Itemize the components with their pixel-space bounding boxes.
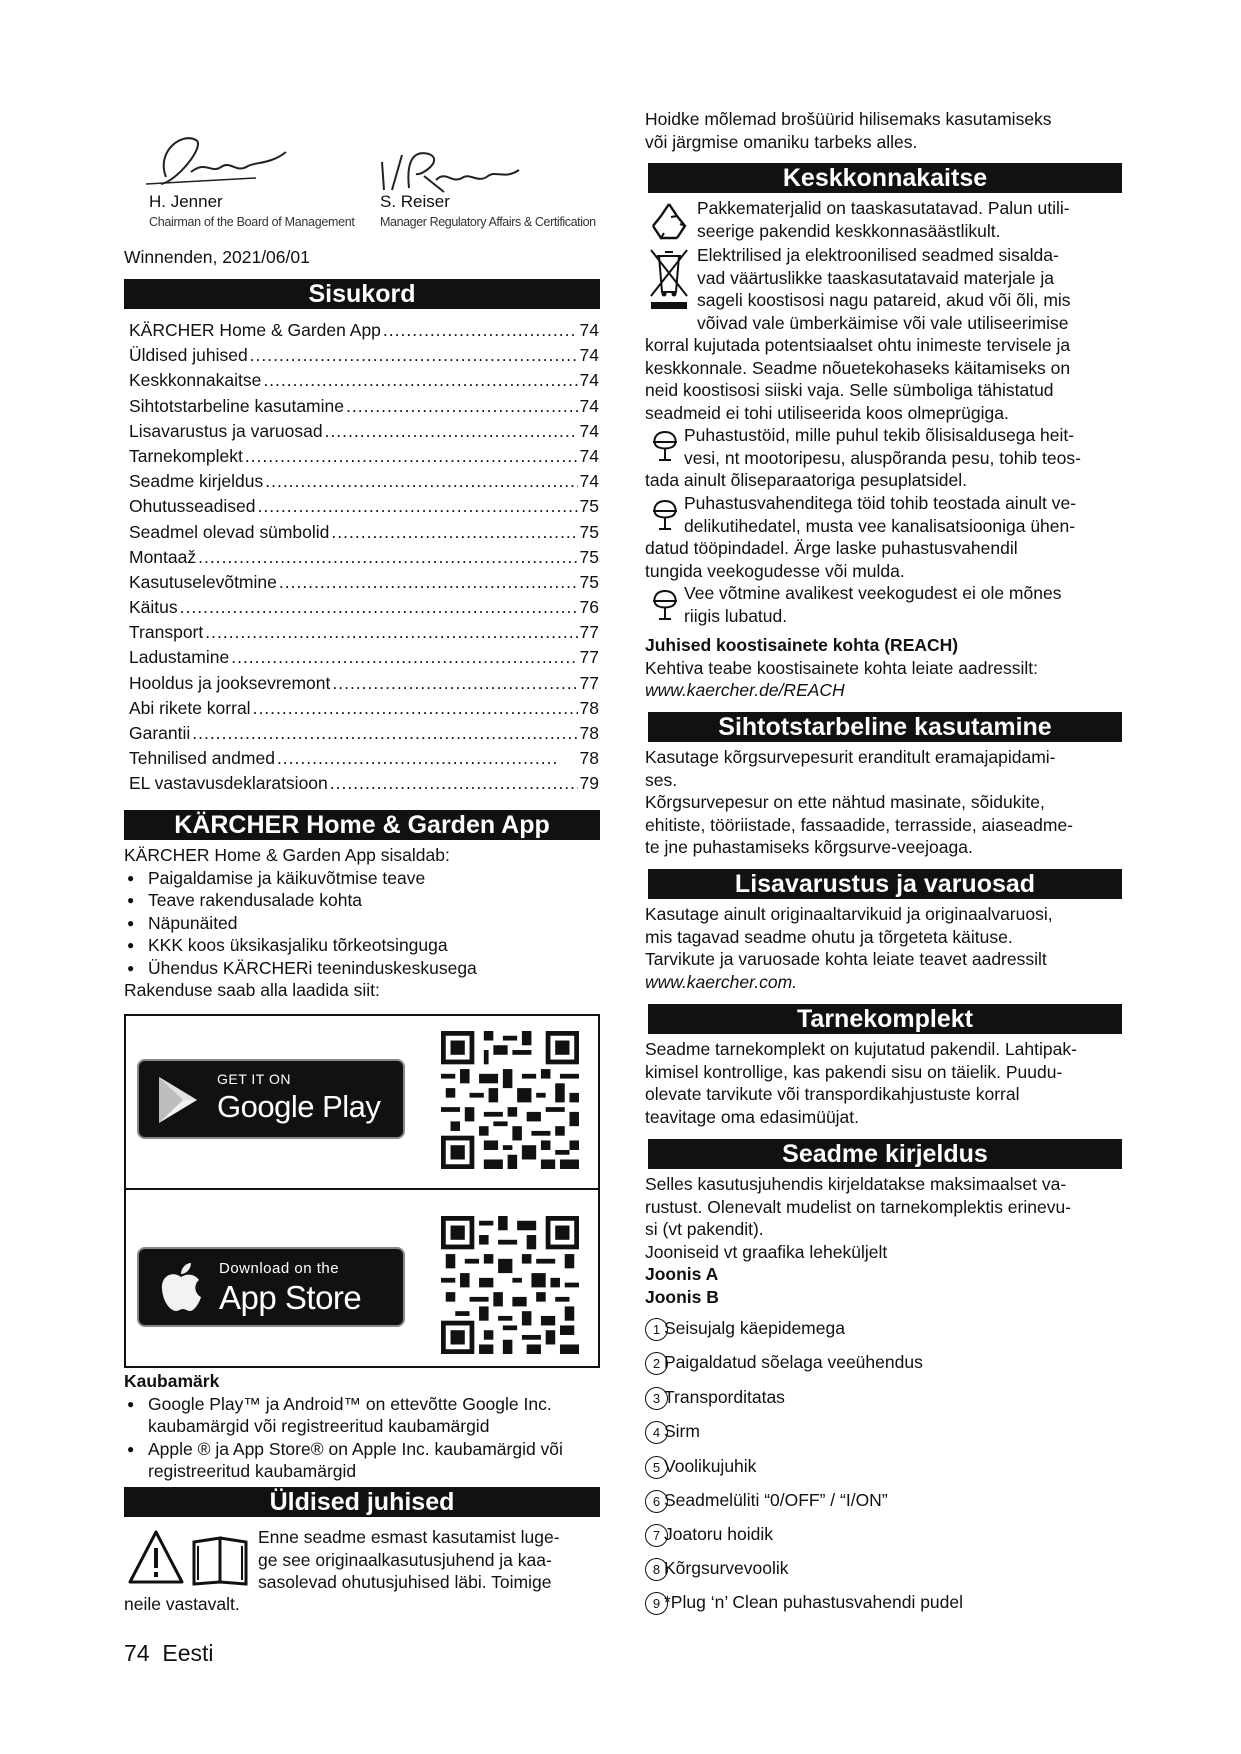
text-line: Pakkematerjalid on taaskasutatavad. Palun utili- <box>697 198 1070 218</box>
app-store-big: App Store <box>219 1279 362 1316</box>
text-line: seadmeid ei tohi utiliseerida koos olmeprügiga. <box>645 402 1009 423</box>
toc-item-technical-data[interactable] <box>129 746 599 771</box>
toc-page: 74 <box>579 370 599 391</box>
toc-page: 74 <box>579 420 599 441</box>
signature-right-name: S. Reiser <box>380 192 450 211</box>
toc-page: 75 <box>579 521 599 542</box>
text-line: Vee võtmine avalikest veekogudest ei ole mõnes <box>684 583 1062 603</box>
list-item: ● Näpunäited <box>124 912 600 935</box>
oil-water-icon <box>649 428 681 464</box>
toc-title: Üldised juhised <box>129 345 248 366</box>
google-play-small: GET IT ON <box>217 1071 291 1087</box>
trademark-section <box>124 1370 600 1483</box>
trademark-line: ● Google Play™ ja Android™ on ettevõtte Google Inc. <box>148 1393 552 1414</box>
toc-item-eu-declaration[interactable] <box>129 771 599 796</box>
list-item: ● Ühendus KÄRCHERi teeninduskeskusega <box>124 957 600 980</box>
toc-title: Seadmel olevad sümbolid <box>129 521 330 542</box>
toc-item-app[interactable] <box>129 318 599 343</box>
toc-page: 78 <box>579 748 599 769</box>
toc-page: 74 <box>579 320 599 340</box>
text-line: või järgmise omaniku tarbeks alles. <box>645 131 918 152</box>
list-item <box>645 1454 756 1479</box>
signature-reiser-icon <box>374 140 524 198</box>
toc-title: Ladustamine <box>129 647 230 668</box>
item-number: 4 <box>645 1421 668 1444</box>
toc-item-troubleshooting[interactable] <box>129 696 599 721</box>
item-number: 6 <box>645 1490 668 1513</box>
reach-section <box>645 634 1125 702</box>
item-number: 1 <box>645 1318 668 1341</box>
toc-item-transport[interactable] <box>129 620 599 645</box>
toc-item-storage[interactable] <box>129 645 599 670</box>
item-label: *Plug ‘n’ Clean puhastusvahendi pudel <box>664 1592 964 1612</box>
general-text <box>258 1526 600 1594</box>
toc-page: 74 <box>579 471 599 492</box>
trademark-line: ● Apple ® ja App Store® on Apple Inc. kaubamärgid või <box>148 1438 563 1459</box>
oil-text-short <box>684 424 1125 469</box>
toc-title: Käitus <box>129 597 178 618</box>
general-heading: Üldised juhised <box>124 1487 600 1517</box>
item-number: 2 <box>645 1352 668 1375</box>
toc-item-environment[interactable] <box>129 368 599 393</box>
general-last-line: neile vastavalt. <box>124 1594 240 1614</box>
text-line: kimisel kontrollige, kas pakendi sisu on täielik. Puudu- <box>645 1061 1063 1082</box>
item-label: Transporditatas <box>664 1387 785 1407</box>
detergent-text-short <box>684 492 1125 537</box>
toc-item-intended-use[interactable] <box>129 394 599 419</box>
oil-text-full: tada ainult õliseparaatoriga pesuplatsidel. <box>645 470 968 490</box>
environment-heading: Keskkonnakaitse <box>648 163 1122 193</box>
toc-title: Seadme kirjeldus <box>129 471 264 492</box>
list-item <box>645 1385 785 1410</box>
item-label: Voolikujuhik <box>664 1456 757 1476</box>
toc-item-assembly[interactable] <box>129 545 599 570</box>
intended-use-heading: Sihtotstarbeline kasutamine <box>648 712 1122 742</box>
toc-title: KÄRCHER Home & Garden App <box>129 320 381 340</box>
signature-left-name: H. Jenner <box>149 192 223 211</box>
list-item <box>645 1316 845 1341</box>
page-number: 74 <box>124 1640 150 1666</box>
app-bullets <box>124 867 600 980</box>
toc-item-startup[interactable] <box>129 570 599 595</box>
text-line: korral kujutada potentsiaalset ohtu inimeste tervisele ja <box>645 335 1071 355</box>
app-store-button[interactable] <box>137 1247 405 1327</box>
text-line: Puhastustöid, mille puhul tekib õlisisaldusega heit- <box>684 425 1075 445</box>
text-line: te jne puhastamiseks kõrgsurve-veejoaga. <box>645 837 973 857</box>
toc-page: 78 <box>579 723 599 743</box>
text-line: mis tagavad seadme ohutu ja tõrgeteta käituse. <box>645 926 1013 947</box>
text-line: teavitage oma edasimüüjat. <box>645 1106 860 1127</box>
toc-page: 76 <box>579 597 599 618</box>
toc-page: 78 <box>579 697 599 718</box>
text-line: Selles kasutusjuhendis kirjeldatakse maksimaalset va- <box>645 1174 1067 1194</box>
recycle-text <box>697 197 1125 242</box>
toc-item-safety[interactable] <box>129 494 599 519</box>
item-number: 3 <box>645 1387 668 1410</box>
text-line: Kõrgsurvepesur on ette nähtud masinate, sõidukite, <box>645 792 1045 812</box>
toc-title: Ohutusseadised <box>129 496 256 517</box>
toc-page: 77 <box>579 622 599 643</box>
list-item <box>645 1419 700 1444</box>
list-item <box>645 1522 773 1547</box>
list-item <box>124 1393 600 1438</box>
toc-page: 74 <box>579 445 599 466</box>
toc-title: Kasutuselevõtmine <box>129 571 277 592</box>
toc-page: 74 <box>579 345 599 366</box>
text-line: ge see originaalkasutusjuhend ja kaa- <box>258 1549 552 1570</box>
crossed-bin-icon <box>649 248 689 312</box>
weee-text-short <box>697 244 1125 334</box>
list-item: ● KKK koos üksikasjaliku tõrkeotsinguga <box>124 934 600 957</box>
text-line: vesi, nt mootoripesu, aluspõranda pesu, tohib teos- <box>684 447 1081 468</box>
reach-heading: Juhised koostisainete kohta (REACH) <box>645 635 959 655</box>
item-number: 7 <box>645 1524 668 1547</box>
list-item <box>645 1556 789 1581</box>
toc-page: 75 <box>579 496 599 517</box>
list-item <box>645 1350 923 1375</box>
right-intro <box>645 108 1125 153</box>
text-line: Kasutage kõrgsurvepesurit eranditult eramajapidami- <box>645 747 1056 767</box>
toc-title: Montaaž <box>129 546 197 567</box>
water-text <box>684 582 1125 627</box>
toc-title: Garantii <box>129 723 191 743</box>
text-line: delikutihedatel, musta vee kanalisatsiooniga ühen- <box>684 515 1076 536</box>
accessories-heading: Lisavarustus ja varuosad <box>648 869 1122 899</box>
text-line: sasolevad ohutusjuhised läbi. Toimige <box>258 1572 552 1592</box>
accessories-text <box>645 903 1125 993</box>
list-item <box>124 1438 600 1483</box>
toc-page: 74 <box>579 395 599 416</box>
text-line: keskkonnale. Seadme nõuetekohaseks käitamiseks on <box>645 357 1071 378</box>
toc-page: 79 <box>579 773 599 794</box>
reach-text: Kehtiva teabe koostisainete kohta leiate aadressilt: <box>645 657 1039 678</box>
toc-item-operation[interactable] <box>129 595 599 620</box>
google-play-button[interactable] <box>137 1059 405 1139</box>
text-line: tungida veekogudesse või mulda. <box>645 560 905 581</box>
item-label: Seisujalg käepidemega <box>664 1318 845 1338</box>
text-line: vad väärtuslikke taaskasutatavaid materjale ja <box>697 267 1054 288</box>
scope-text <box>645 1038 1125 1128</box>
app-heading: KÄRCHER Home & Garden App <box>124 810 600 840</box>
toc-item-general[interactable] <box>129 343 599 368</box>
text-line: rustust. Olenevalt mudelist on tarnekomplektis erinevu- <box>645 1196 1072 1217</box>
toc-title: Lisavarustus ja varuosad <box>129 420 323 441</box>
toc-title: Hooldus ja jooksevremont <box>129 672 331 693</box>
text-line: Puhastusvahenditega töid tohib teostada ainult ve- <box>684 493 1077 513</box>
trademark-heading: Kaubamärk <box>124 1371 220 1391</box>
toc-title: Tarnekomplekt <box>129 445 243 466</box>
signature-right-title: Manager Regulatory Affairs & Certification <box>380 215 596 229</box>
item-number: 9 <box>645 1592 668 1615</box>
qr-code-google-play-icon[interactable] <box>441 1031 579 1169</box>
google-play-icon <box>155 1075 201 1125</box>
text-line: neid koostisosi siiski vaja. Selle sümboliga tähistatud <box>645 380 1054 400</box>
text-line: Seadme tarnekomplekt on kujutatud pakendil. Lahtipak- <box>645 1039 1077 1059</box>
item-label: Seadmelüliti “0/OFF” / “I/ON” <box>664 1490 888 1510</box>
trademark-line: kaubamärgid või registreeritud kaubamärgid <box>148 1416 490 1436</box>
qr-code-app-store-icon[interactable] <box>441 1216 579 1354</box>
toc-item-warranty[interactable] <box>129 721 599 746</box>
text-line: Elektrilised ja elektroonilised seadmed sisalda- <box>697 245 1059 265</box>
water-tap-icon <box>649 587 681 623</box>
list-item: ● Paigaldamise ja käikuvõtmise teave <box>124 867 600 890</box>
text-line: si (vt pakendit). <box>645 1219 764 1239</box>
download-box-divider <box>126 1188 598 1190</box>
list-item <box>645 1590 963 1615</box>
item-label: Sirm <box>664 1421 700 1441</box>
signature-left-title: Chairman of the Board of Management <box>149 215 355 229</box>
warning-manual-icon <box>128 1528 258 1586</box>
text-line: Enne seadme esmast kasutamist luge- <box>258 1527 560 1547</box>
recycle-icon <box>647 200 691 242</box>
text-line: Kasutage ainult originaaltarvikuid ja originaalvaruosi, <box>645 904 1053 924</box>
google-play-big: Google Play <box>217 1089 381 1124</box>
text-line: Tarvikute ja varuosade kohta leiate teavet aadressilt <box>645 949 1047 969</box>
text-line: võivad vale ümberkäimise või vale utiliseerimise <box>697 312 1069 333</box>
toc-item-description[interactable] <box>129 469 599 494</box>
toc-page: 75 <box>579 546 599 567</box>
toc-heading: Sisukord <box>124 279 600 309</box>
figure-a-label: Joonis A <box>645 1264 719 1284</box>
toc-page: 75 <box>579 571 599 592</box>
page-footer <box>124 1640 214 1667</box>
reach-link[interactable]: www.kaercher.de/REACH <box>645 680 845 700</box>
toc-title: Keskkonnakaitse <box>129 370 262 391</box>
toc-item-maintenance[interactable] <box>129 671 599 696</box>
toc-title: EL vastavusdeklaratsioon <box>129 773 328 794</box>
text-line: ses. <box>645 769 678 790</box>
app-store-small: Download on the <box>219 1260 340 1277</box>
toc-list <box>129 318 599 797</box>
text-line: ehitiste, tööriistade, fassaadide, terrasside, aiaseadme- <box>645 814 1074 835</box>
toc-title: Transport <box>129 622 204 643</box>
text-line: Jooniseid vt graafika leheküljelt <box>645 1241 888 1262</box>
toc-item-accessories[interactable] <box>129 419 599 444</box>
item-label: Paigaldatud sõelaga veeühendus <box>664 1352 923 1372</box>
place-date: Winnenden, 2021/06/01 <box>124 247 310 267</box>
weee-text-full <box>645 334 1125 424</box>
text-line: datud tööpindadel. Ärge laske puhastusvahendil <box>645 538 1018 558</box>
app-download-text: Rakenduse saab alla laadida siit: <box>124 980 380 1000</box>
description-heading: Seadme kirjeldus <box>648 1139 1122 1169</box>
detergent-icon <box>649 497 681 533</box>
signature-jenner-icon <box>136 122 296 200</box>
app-section <box>124 844 600 1002</box>
description-text <box>645 1173 1125 1308</box>
toc-title: Tehnilised andmed <box>129 748 275 769</box>
toc-page: 77 <box>579 647 599 668</box>
toc-page: 77 <box>579 672 599 693</box>
list-item: ● Teave rakendusalade kohta <box>124 889 600 912</box>
download-box <box>124 1014 600 1368</box>
text-line: Hoidke mõlemad brošüürid hilisemaks kasutamiseks <box>645 109 1052 129</box>
text-line: riigis lubatud. <box>684 605 788 626</box>
app-intro: KÄRCHER Home & Garden App sisaldab: <box>124 845 450 865</box>
item-number: 5 <box>645 1456 668 1479</box>
toc-item-symbols[interactable] <box>129 520 599 545</box>
trademark-line: registreeritud kaubamärgid <box>148 1461 357 1481</box>
footer-language: Eesti <box>162 1640 214 1666</box>
toc-title: Sihtotstarbeline kasutamine <box>129 395 344 416</box>
accessories-link[interactable]: www.kaercher.com. <box>645 971 798 992</box>
text-line: seerige pakendid keskkonnasäästlikult. <box>697 220 1001 241</box>
scope-heading: Tarnekomplekt <box>648 1004 1122 1034</box>
detergent-text-full <box>645 537 1125 582</box>
item-label: Kõrgsurvevoolik <box>664 1558 789 1578</box>
text-line: olevate tarvikute või transpordikahjustuste korral <box>645 1084 1020 1104</box>
toc-title: Abi rikete korral <box>129 697 251 718</box>
item-label: Joatoru hoidik <box>664 1524 773 1544</box>
apple-icon <box>159 1261 203 1313</box>
list-item <box>645 1488 888 1513</box>
text-line: sageli koostisosi nagu patareid, akud või õli, mis <box>697 290 1071 310</box>
intended-use-text <box>645 746 1125 859</box>
figure-b-label: Joonis B <box>645 1286 719 1307</box>
trademark-list <box>124 1393 600 1483</box>
toc-item-scope[interactable] <box>129 444 599 469</box>
item-number: 8 <box>645 1558 668 1581</box>
